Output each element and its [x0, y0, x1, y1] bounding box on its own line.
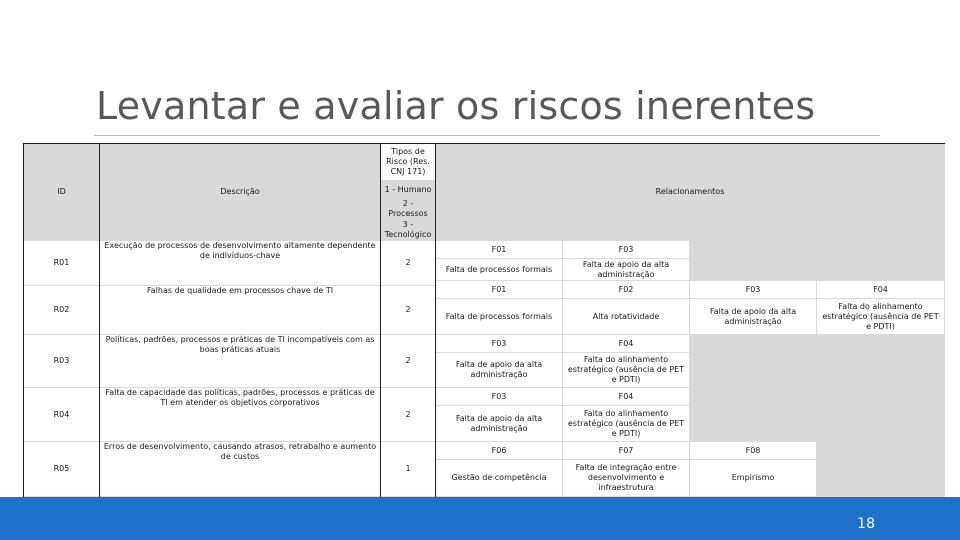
row-r02-description: Falhas de qualidade em processos chave de TI: [100, 286, 380, 334]
row-r05-code: F08: [690, 442, 816, 459]
row-r01-factor: Falta de processos formais: [436, 259, 562, 280]
row-r04-type: 2: [381, 388, 435, 441]
slide-title: Levantar e avaliar os riscos inerentes: [96, 84, 816, 128]
page-number: 18: [857, 516, 875, 532]
row-r03-id: R03: [24, 335, 99, 387]
row-r04-code: F04: [563, 388, 689, 405]
row-r05-description: Erros de desenvolvimento, causando atrasos, retrabalho e aumento de custos: [100, 442, 380, 496]
row-r02-type: 2: [381, 286, 435, 334]
row-r02-factor: Falta de processos formais: [436, 299, 562, 334]
row-r03-description: Políticas, padrões, processos e práticas de TI incompatíveis com as boas práticas atuais: [100, 335, 380, 387]
table-border: [99, 143, 100, 497]
row-r03-code: F04: [563, 335, 689, 352]
row-r04-factor: Falta de apoio da alta administração: [436, 406, 562, 441]
header-description: Descrição: [100, 144, 380, 240]
row-r05-code: F06: [436, 442, 562, 459]
row-r03-factor: Falta de apoio da alta administração: [436, 353, 562, 387]
header-risk-types: Tipos de Risco (Res. CNJ 171): [381, 144, 435, 180]
footer-bar: [0, 497, 960, 540]
row-r01-description: Execução de processos de desenvolvimento altamente dependente de indivíduos-chave: [100, 241, 380, 285]
row-r01-type: 2: [381, 241, 435, 285]
row-r05-id: R05: [24, 442, 99, 496]
table-border: [23, 143, 24, 497]
row-r05-factor: Gestão de competência: [436, 460, 562, 496]
title-divider: [94, 135, 880, 136]
table-border: [23, 143, 945, 144]
row-r04-code: F03: [436, 388, 562, 405]
row-r04-factor: Falta do alinhamento estratégico (ausência de PET e PDTI): [563, 406, 689, 441]
row-r05-code: F07: [563, 442, 689, 459]
header-type-process: 2 - Processos: [381, 199, 435, 218]
row-r05-factor: Falta de integração entre desenvolvimento e infraestrutura: [563, 460, 689, 496]
row-r02-code: F02: [563, 281, 689, 298]
row-r03-type: 2: [381, 335, 435, 387]
header-type-tech: 3 - Tecnológico: [381, 219, 435, 240]
row-r05-type: 1: [381, 442, 435, 496]
row-r02-code: F01: [436, 281, 562, 298]
row-r01-id: R01: [24, 241, 99, 285]
row-r02-code: F03: [690, 281, 816, 298]
row-r01-code: F01: [436, 241, 562, 258]
table-border: [435, 143, 436, 497]
header-type-human: 1 - Humano: [381, 181, 435, 198]
row-r02-code: F04: [817, 281, 944, 298]
row-r04-description: Falta de capacidade das políticas, padrões, processos e práticas de TI em atender os objetivos corporativos: [100, 388, 380, 441]
row-r01-factor: Falta de apoio da alta administração: [563, 259, 689, 280]
table-border: [380, 143, 381, 497]
row-r03-factor: Falta do alinhamento estratégico (ausência de PET e PDTI): [563, 353, 689, 387]
row-r05-factor: Empirismo: [690, 460, 816, 496]
row-r02-factor: Falta do alinhamento estratégico (ausência de PET e PDTI): [817, 299, 944, 334]
header-relationships: Relacionamentos: [436, 144, 944, 240]
row-r02-factor: Falta de apoio da alta administração: [690, 299, 816, 334]
header-id: ID: [24, 144, 99, 240]
row-r02-factor: Alta rotatividade: [563, 299, 689, 334]
row-r03-code: F03: [436, 335, 562, 352]
risk-table: [23, 143, 945, 497]
row-r02-id: R02: [24, 286, 99, 334]
row-r01-code: F03: [563, 241, 689, 258]
row-r04-id: R04: [24, 388, 99, 441]
